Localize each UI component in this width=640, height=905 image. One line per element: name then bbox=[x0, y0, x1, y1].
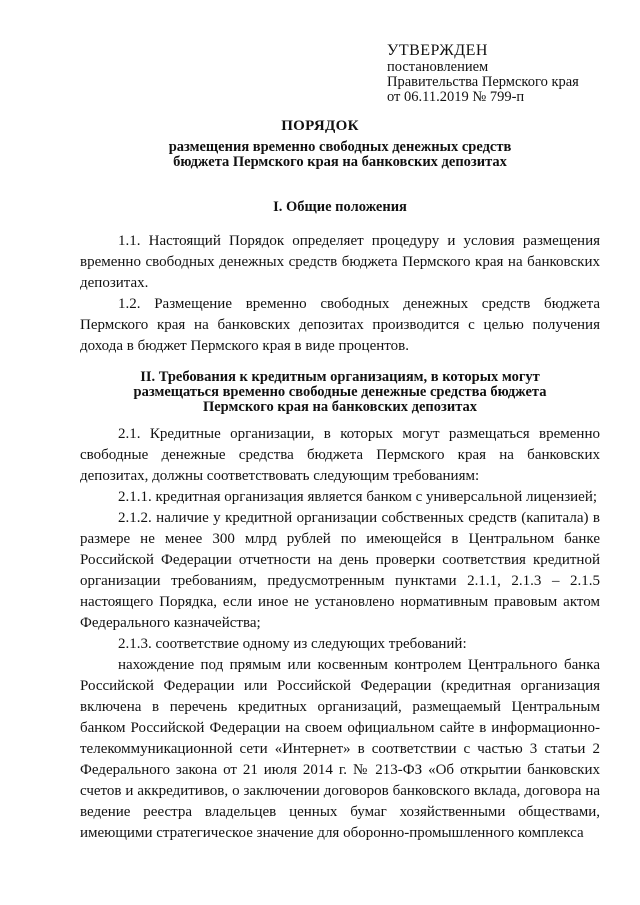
document-subtitle-line-1: размещения временно свободных денежных средств bbox=[168, 139, 512, 155]
section-2-heading-line-3: Пермского края на банковских депозитах bbox=[202, 399, 478, 415]
section-2-body bbox=[80, 424, 600, 844]
section-1-body bbox=[80, 231, 600, 357]
document-subtitle-line-2: бюджета Пермского края на банковских депозитах bbox=[173, 154, 507, 170]
paragraph-2-1-3-item-1: нахождение под прямым или косвенным контролем Центрального банка Российской Федерации или Российской Федерации (кредитная организация включена в перечень кредитных организаций, размещаемый Центральным банком Российской Федерации на своем официальном сайте в информационно-телекоммуникационной сети «Интернет» в соответствии с частью 3 статьи 2 Федерального закона от 21 июля 2014 г. № 213-ФЗ «Об открытии банковских счетов и аккредитивов, о заключении договоров банковского вклада, договора на ведение реестра владельцев ценных бумаг хозяйственными обществами, имеющими стратегическое значение для оборонно-промышленного комплекса bbox=[80, 657, 600, 841]
section-1-heading: I. Общие положения bbox=[273, 199, 407, 215]
approval-line-3: от 06.11.2019 № 799-п bbox=[387, 89, 525, 105]
section-2-heading-line-2: размещаться временно свободные денежные средства бюджета bbox=[133, 384, 547, 400]
approval-line-2: Правительства Пермского края bbox=[387, 74, 579, 90]
document-subtitle bbox=[80, 140, 600, 170]
document-title: ПОРЯДОК bbox=[281, 118, 359, 134]
approval-title: УТВЕРЖДЕН bbox=[387, 42, 488, 59]
section-2-heading-line-1: II. Требования к кредитным организациям, в которых могут bbox=[140, 369, 540, 385]
approval-stamp bbox=[387, 42, 579, 105]
paragraph-2-1-3: 2.1.3. соответствие одному из следующих требований: bbox=[118, 636, 467, 652]
paragraph-2-1-1: 2.1.1. кредитная организация является банком с универсальной лицензией; bbox=[118, 489, 598, 505]
section-2-heading bbox=[80, 370, 600, 415]
approval-line-1: постановлением bbox=[387, 59, 489, 75]
paragraph-1-1: 1.1. Настоящий Порядок определяет процедуру и условия размещения временно свободных денежных средств бюджета Пермского края на банковских депозитах. bbox=[80, 233, 600, 291]
paragraph-2-1: 2.1. Кредитные организации, в которых могут размещаться временно свободные денежные средства бюджета Пермского края на банковских депозитах, должны соответствовать следующим требованиям: bbox=[80, 426, 600, 484]
paragraph-1-2: 1.2. Размещение временно свободных денежных средств бюджета Пермского края на банковских депозитах производится с целью получения дохода в бюджет Пермского края в виде процентов. bbox=[80, 296, 600, 354]
paragraph-2-1-2: 2.1.2. наличие у кредитной организации собственных средств (капитала) в размере не менее 300 млрд рублей по имеющейся в Центральном банке Российской Федерации отчетности на день проверки соответствия кредитной организации требованиям, предусмотренным пунктами 2.1.1, 2.1.3 – 2.1.5 настоящего Порядка, если иное не установлено нормативным правовым актом Федерального казначейства; bbox=[80, 510, 600, 631]
